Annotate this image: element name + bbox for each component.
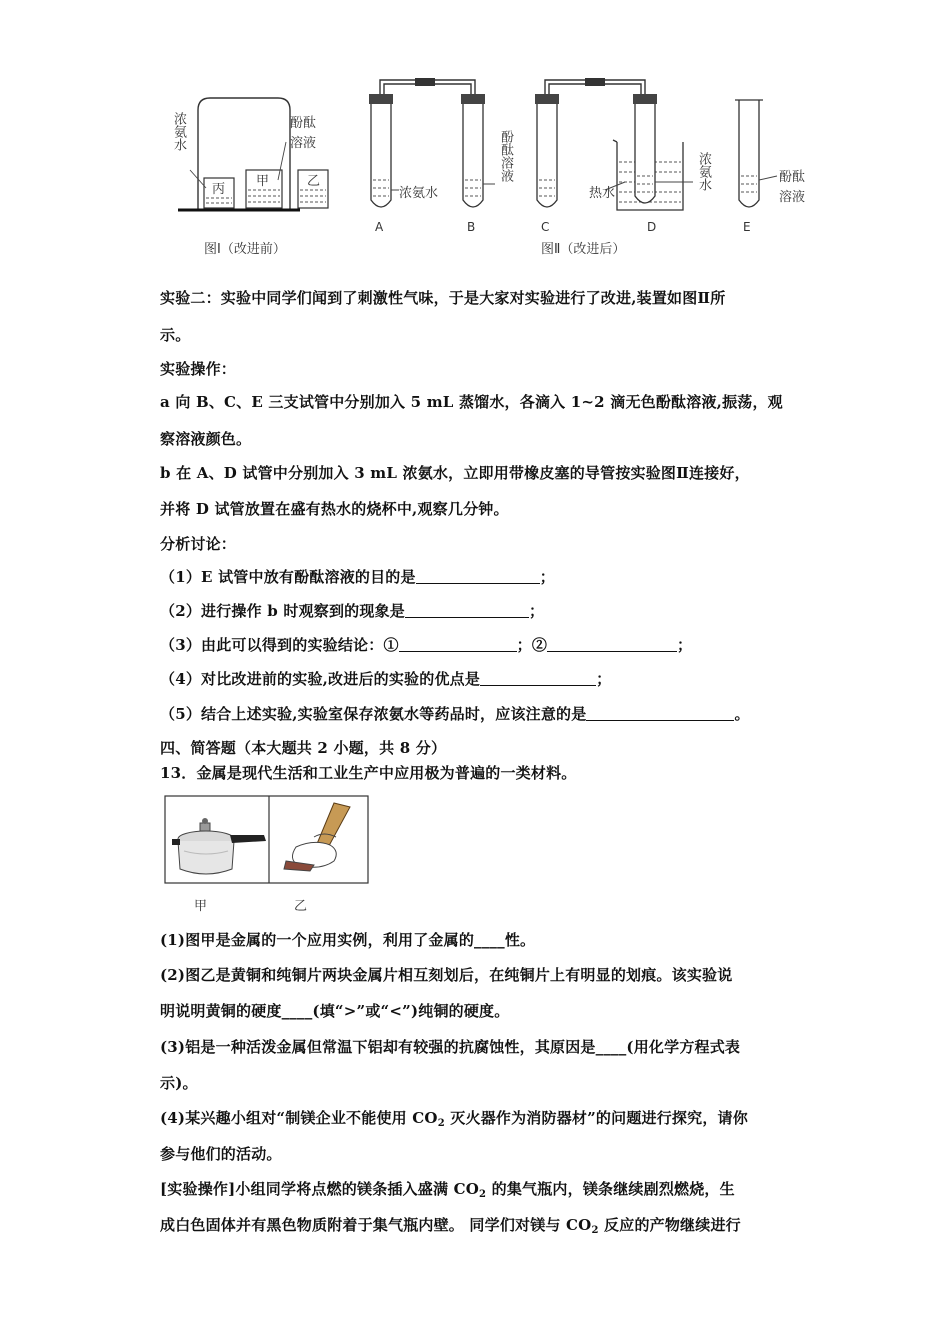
question-1 <box>160 566 555 587</box>
metal-images-drawing <box>164 795 370 885</box>
tube-label-a: A <box>375 220 384 234</box>
answer-blank-3b[interactable] <box>547 637 677 652</box>
label-phenol-bottom-1: 溶液 <box>290 136 317 151</box>
answer-blank-2[interactable] <box>405 603 529 618</box>
question-2 <box>160 600 544 621</box>
tube-label-b: B <box>467 220 476 234</box>
label-phenol-e-top: 酚酞 <box>779 170 806 185</box>
question-5-text: （5）结合上述实验,实验室保存浓氨水等药品时，应该注意的是 <box>160 705 587 723</box>
experiment-op-line2 <box>160 1214 741 1236</box>
answer-blank-5[interactable] <box>586 706 734 721</box>
image-label-jia: 甲 <box>194 899 208 914</box>
image-label-yi: 乙 <box>294 899 308 914</box>
op-b-line2: 并将 D 试管放置在盛有热水的烧杯中,观察几分钟。 <box>160 500 509 518</box>
question-1-text: （1）E 试管中放有酚酞溶液的目的是 <box>160 568 416 586</box>
co2-subscript: 2 <box>479 1189 487 1200</box>
part-4-line2: 参与他们的活动。 <box>160 1145 282 1163</box>
label-ammonia-1: 浓氨水 <box>171 112 186 151</box>
answer-blank-4[interactable] <box>480 671 596 686</box>
analysis-title: 分析讨论： <box>160 535 237 553</box>
label-phenol-e-bottom: 溶液 <box>779 190 806 205</box>
exp-op2-text-b: 反应的产物继续进行 <box>598 1216 741 1234</box>
label-ammonia-a: 浓氨水 <box>399 186 439 201</box>
label-hot-water: 热水 <box>589 186 616 201</box>
question-3-mid: ；② <box>516 636 548 654</box>
label-phenol-b: 酚酞溶液 <box>498 130 513 182</box>
question-4-text: （4）对比改进前的实验,改进后的实验的优点是 <box>160 670 481 688</box>
part-4-line1 <box>160 1107 748 1129</box>
semicolon: ； <box>539 568 555 586</box>
question-3 <box>160 634 692 655</box>
metal-images <box>164 795 370 915</box>
experiment-op-line1 <box>160 1178 735 1200</box>
tube-label-e: E <box>743 220 751 234</box>
op-a-line1: a 向 B、C、E 三支试管中分别加入 5 mL 蒸馏水，各滴入 1~2 滴无色酚酞溶液,振荡，观 <box>160 393 783 411</box>
co2-subscript: 2 <box>437 1118 445 1129</box>
exp2-line1: 实验二：实验中同学们闻到了刺激性气味，于是大家对实验进行了改进,装置如图Ⅱ所 <box>160 289 726 307</box>
label-beaker-bing: 丙 <box>212 182 226 197</box>
question-4 <box>160 668 611 689</box>
figure-1-caption: 图Ⅰ（改进前） <box>204 242 286 257</box>
label-beaker-jia: 甲 <box>256 174 270 189</box>
answer-blank-1[interactable] <box>416 569 540 584</box>
tube-label-c: C <box>541 220 550 234</box>
semicolon: ； <box>528 602 545 620</box>
ops-title: 实验操作： <box>160 360 237 378</box>
figure-2-caption: 图Ⅱ（改进后） <box>541 242 626 257</box>
question-5 <box>160 703 750 724</box>
section-4-heading: 四、简答题（本大题共 2 小题，共 8 分） <box>160 739 447 757</box>
semicolon: ； <box>677 636 693 654</box>
part-3-line1: (3)铝是一种活泼金属但常温下铝却有较强的抗腐蚀性，其原因是____(用化学方程式表 <box>160 1038 741 1056</box>
period: 。 <box>734 705 750 723</box>
part-2-line1: (2)图乙是黄铜和纯铜片两块金属片相互刻划后，在纯铜片上有明显的划痕。该实验说 <box>160 966 733 984</box>
label-ammonia-d: 浓氨水 <box>696 152 711 191</box>
op-a-line2: 察溶液颜色。 <box>160 430 252 448</box>
part-2-line2: 明说明黄铜的硬度____(填“>”或“<”)纯铜的硬度。 <box>160 1002 510 1020</box>
label-beaker-yi: 乙 <box>307 174 321 189</box>
co2-subscript: 2 <box>591 1225 599 1236</box>
exp-op-text-b: 的集气瓶内，镁条继续剧烈燃烧，生 <box>486 1180 735 1198</box>
part-3-line2: 示)。 <box>160 1074 198 1092</box>
label-phenol-top-1: 酚酞 <box>290 116 317 131</box>
figure-1-drawing <box>170 90 360 220</box>
question-2-text: （2）进行操作 b 时观察到的现象是 <box>160 602 405 620</box>
op-b-line1: b 在 A、D 试管中分别加入 3 mL 浓氨水，立即用带橡皮塞的导管按实验图Ⅱ连接好， <box>160 464 750 482</box>
exp-op2-text-a: 成白色固体并有黑色物质附着于集气瓶内壁。 同学们对镁与 CO <box>160 1216 592 1234</box>
question-3-text: （3）由此可以得到的实验结论：① <box>160 636 399 654</box>
part-4-text-b: 灭火器作为消防器材”的问题进行探究，请你 <box>444 1109 748 1127</box>
question-13: 13．金属是现代生活和工业生产中应用极为普遍的一类材料。 <box>160 764 577 782</box>
semicolon: ； <box>596 670 612 688</box>
figure-2 <box>355 72 825 262</box>
exp2-line2: 示。 <box>160 326 191 344</box>
tube-label-d: D <box>647 220 657 234</box>
figure-1 <box>170 90 360 260</box>
part-1: (1)图甲是金属的一个应用实例，利用了金属的____性。 <box>160 931 536 949</box>
part-4-text-a: (4)某兴趣小组对“制镁企业不能使用 CO <box>160 1109 438 1127</box>
exp-op-text-a: [实验操作]小组同学将点燃的镁条插入盛满 CO <box>160 1180 480 1198</box>
answer-blank-3a[interactable] <box>399 637 517 652</box>
